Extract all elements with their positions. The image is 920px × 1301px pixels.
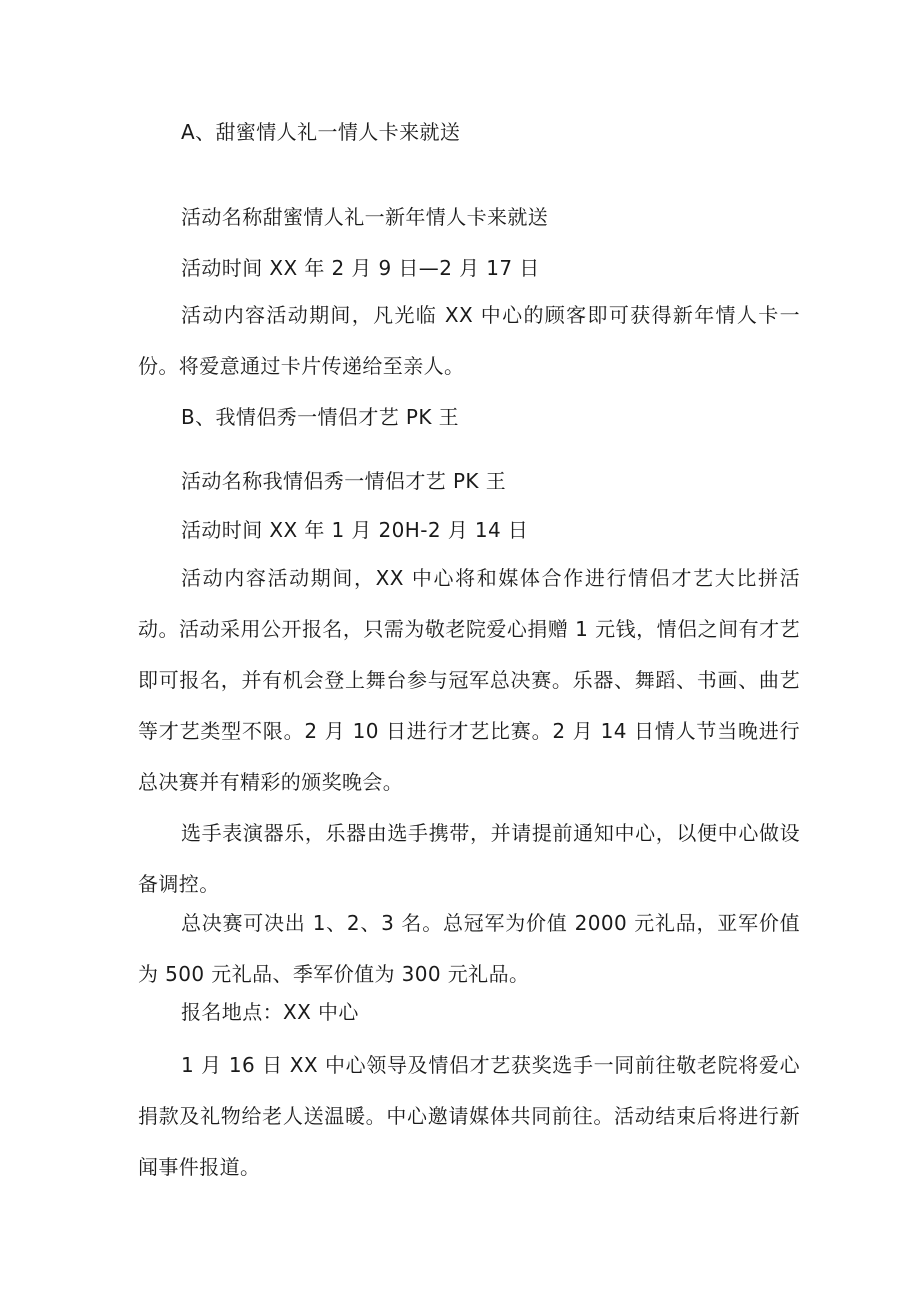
section-a-time: 活动时间 XX 年 2 月 9 日—2 月 17 日	[181, 256, 540, 280]
section-b-heading: B、我情侣秀一情侣才艺 PK 王	[181, 405, 460, 429]
section-b-content: 活动内容活动期间，XX 中心将和媒体合作进行情侣才艺大比拼活动。活动采用公开报名，只需为敬老院爱心捐赠 1 元钱，情侣之间有才艺即可报名，并有机会登上舞台参与冠军总决赛。乐器、舞蹈、书画、曲艺等才艺类型不限。2 月 10 日进行才艺比赛。2 月 14 日情人节当晚进行总决赛并有精彩的颁奖晚会。	[138, 566, 800, 794]
section-a-name: 活动名称甜蜜情人礼一新年情人卡来就送	[181, 205, 549, 229]
section-a-heading: A、甜蜜情人礼一情人卡来就送	[181, 120, 461, 144]
section-b-name: 活动名称我情侣秀一情侣才艺 PK 王	[181, 469, 507, 493]
section-b-time: 活动时间 XX 年 1 月 20H-2 月 14 日	[181, 518, 529, 542]
visit-paragraph: 1 月 16 日 XX 中心领导及情侣才艺获奖选手一同前往敬老院将爱心捐款及礼物给老人送温暖。中心邀请媒体共同前往。活动结束后将进行新闻事件报道。	[138, 1053, 800, 1179]
location-line: 报名地点：XX 中心	[181, 1000, 359, 1024]
instruments-paragraph: 选手表演器乐，乐器由选手携带，并请提前通知中心，以便中心做设备调控。	[138, 821, 800, 896]
section-a-content: 活动内容活动期间，凡光临 XX 中心的顾客即可获得新年情人卡一份。将爱意通过卡片传递给至亲人。	[138, 303, 800, 378]
prizes-paragraph: 总决赛可决出 1、2、3 名。总冠军为价值 2000 元礼品，亚军价值为 500 元礼品、季军价值为 300 元礼品。	[138, 911, 800, 986]
